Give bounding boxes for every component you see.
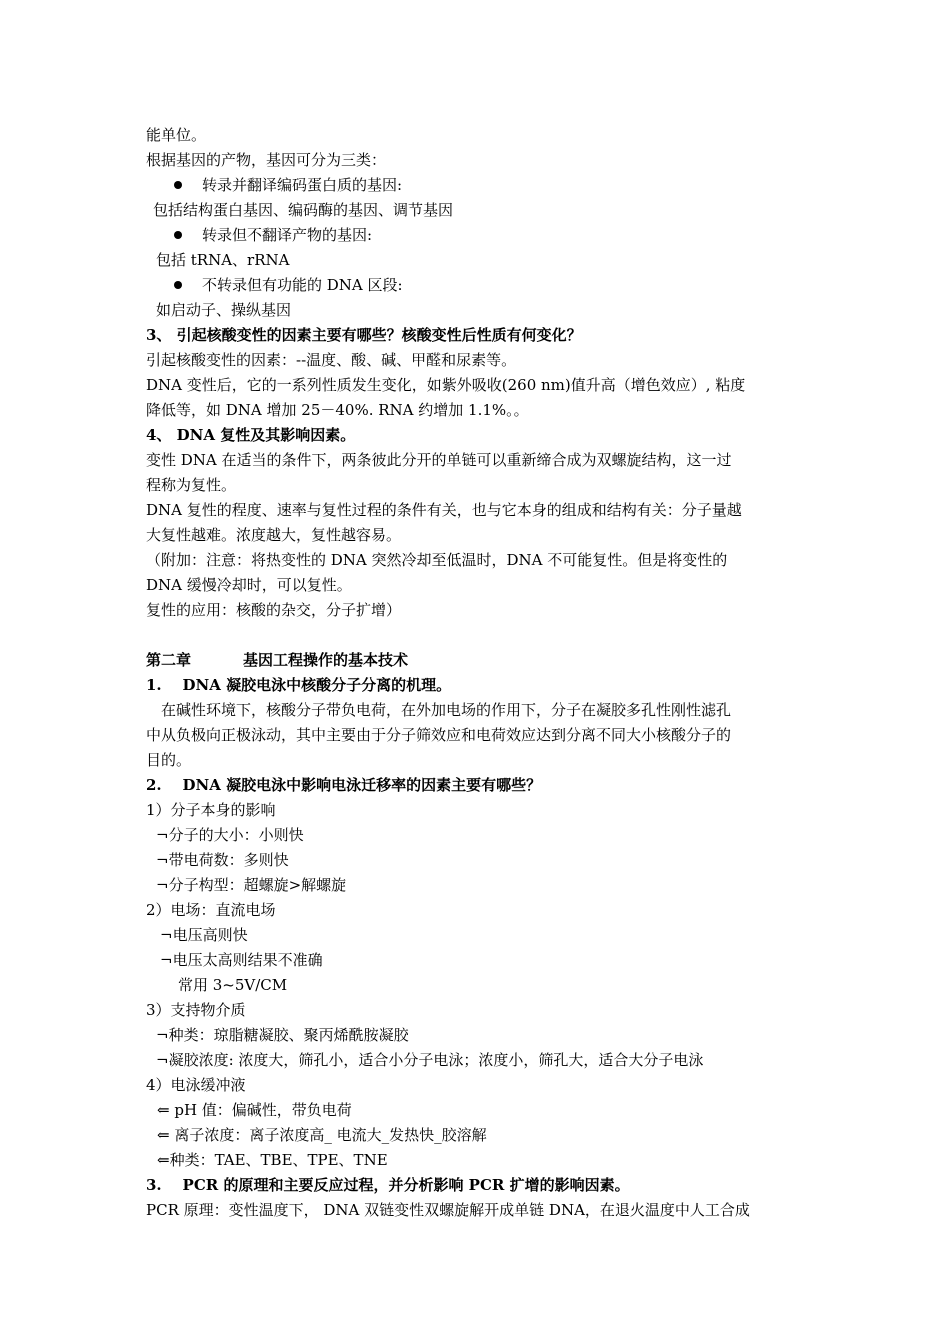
text-line: 引起核酸变性的因素：--温度、酸、碱、甲醛和尿素等。 — [146, 351, 517, 369]
text-line: ⇐ pH 值：偏碱性，带负电荷 — [157, 1101, 352, 1119]
text-line: PCR 原理：变性温度下， DNA 双链变性双螺旋解开成单链 DNA，在退火温度中人工合成 — [146, 1201, 750, 1219]
chapter-number: 第二章 — [146, 651, 192, 669]
question-heading: 4、 DNA 复性及其影响因素。 — [146, 426, 356, 444]
bullet-dot — [174, 231, 182, 239]
list-item: 转录并翻译编码蛋白质的基因: — [202, 176, 403, 194]
question-heading: 1. DNA 凝胶电泳中核酸分子分离的机理。 — [146, 676, 452, 694]
chapter-title: 基因工程操作的基本技术 — [243, 651, 409, 669]
text-line: 4）电泳缓冲液 — [146, 1076, 246, 1094]
text-line: 根据基因的产物，基因可分为三类： — [146, 151, 387, 169]
question-heading: 2. DNA 凝胶电泳中影响电泳迁移率的因素主要有哪些？ — [146, 776, 542, 794]
text-line: 目的。 — [146, 751, 192, 769]
text-line: ¬分子构型：超螺旋>解螺旋 — [156, 876, 347, 894]
text-line: ¬分子的大小：小则快 — [156, 826, 304, 844]
text-line: ⇐种类：TAE、TBE、TPE、TNE — [157, 1151, 388, 1169]
text-line: ¬电压太高则结果不准确 — [160, 951, 323, 969]
question-heading: 3. PCR 的原理和主要反应过程，并分析影响 PCR 扩增的影响因素。 — [146, 1176, 630, 1194]
text-line: 1）分子本身的影响 — [146, 801, 276, 819]
text-line: 2）电场：直流电场 — [146, 901, 276, 919]
text-line: 变性 DNA 在适当的条件下，两条彼此分开的单链可以重新缔合成为双螺旋结构，这一过 — [146, 451, 732, 469]
text-line: ¬电压高则快 — [160, 926, 248, 944]
text-line: DNA 复性的程度、速率与复性过程的条件有关，也与它本身的组成和结构有关：分子量越 — [146, 501, 742, 519]
list-item: 不转录但有功能的 DNA 区段: — [202, 276, 403, 294]
text-line: ¬凝胶浓度: 浓度大，筛孔小，适合小分子电泳；浓度小，筛孔大，适合大分子电泳 — [156, 1051, 704, 1069]
text-line: 降低等，如 DNA 增加 25－40%. RNA 约增加 1.1%。。 — [146, 401, 529, 419]
text-line: DNA 缓慢冷却时，可以复性。 — [146, 576, 352, 594]
text-line: ¬种类：琼脂糖凝胶、聚丙烯酰胺凝胶 — [156, 1026, 409, 1044]
bullet-dot — [174, 181, 182, 189]
text-line: DNA 变性后，它的一系列性质发生变化，如紫外吸收(260 nm)值升高（增色效应）, 粘度 — [146, 376, 746, 394]
text-line: 包括 tRNA、rRNA — [156, 251, 290, 269]
list-item: 转录但不翻译产物的基因: — [202, 226, 373, 244]
text-line: 3）支持物介质 — [146, 1001, 246, 1019]
text-line: 大复性越难。浓度越大，复性越容易。 — [146, 526, 402, 544]
text-line: 在碱性环境下，核酸分子带负电荷，在外加电场的作用下，分子在凝胶多孔性刚性滤孔 — [161, 701, 732, 719]
text-line: 如启动子、操纵基因 — [156, 301, 292, 319]
question-heading: 3、 引起核酸变性的因素主要有哪些？核酸变性后性质有何变化？ — [146, 326, 582, 344]
bullet-dot — [174, 281, 182, 289]
text-line: ¬带电荷数：多则快 — [156, 851, 289, 869]
text-line: 程称为复性。 — [146, 476, 237, 494]
text-line: （附加：注意：将热变性的 DNA 突然冷却至低温时，DNA 不可能复性。但是将变性的 — [146, 551, 728, 569]
text-line: 能单位。 — [146, 126, 207, 144]
text-line: 常用 3~5V/CM — [178, 976, 288, 994]
chapter-heading — [146, 650, 408, 670]
text-line: 复性的应用：核酸的杂交，分子扩增） — [146, 601, 402, 619]
text-line: ⇐ 离子浓度：离子浓度高_ 电流大_发热快_胶溶解 — [157, 1126, 487, 1144]
text-line: 中从负极向正极泳动，其中主要由于分子筛效应和电荷效应达到分离不同大小核酸分子的 — [146, 726, 732, 744]
text-line: 包括结构蛋白基因、编码酶的基因、调节基因 — [153, 201, 454, 219]
